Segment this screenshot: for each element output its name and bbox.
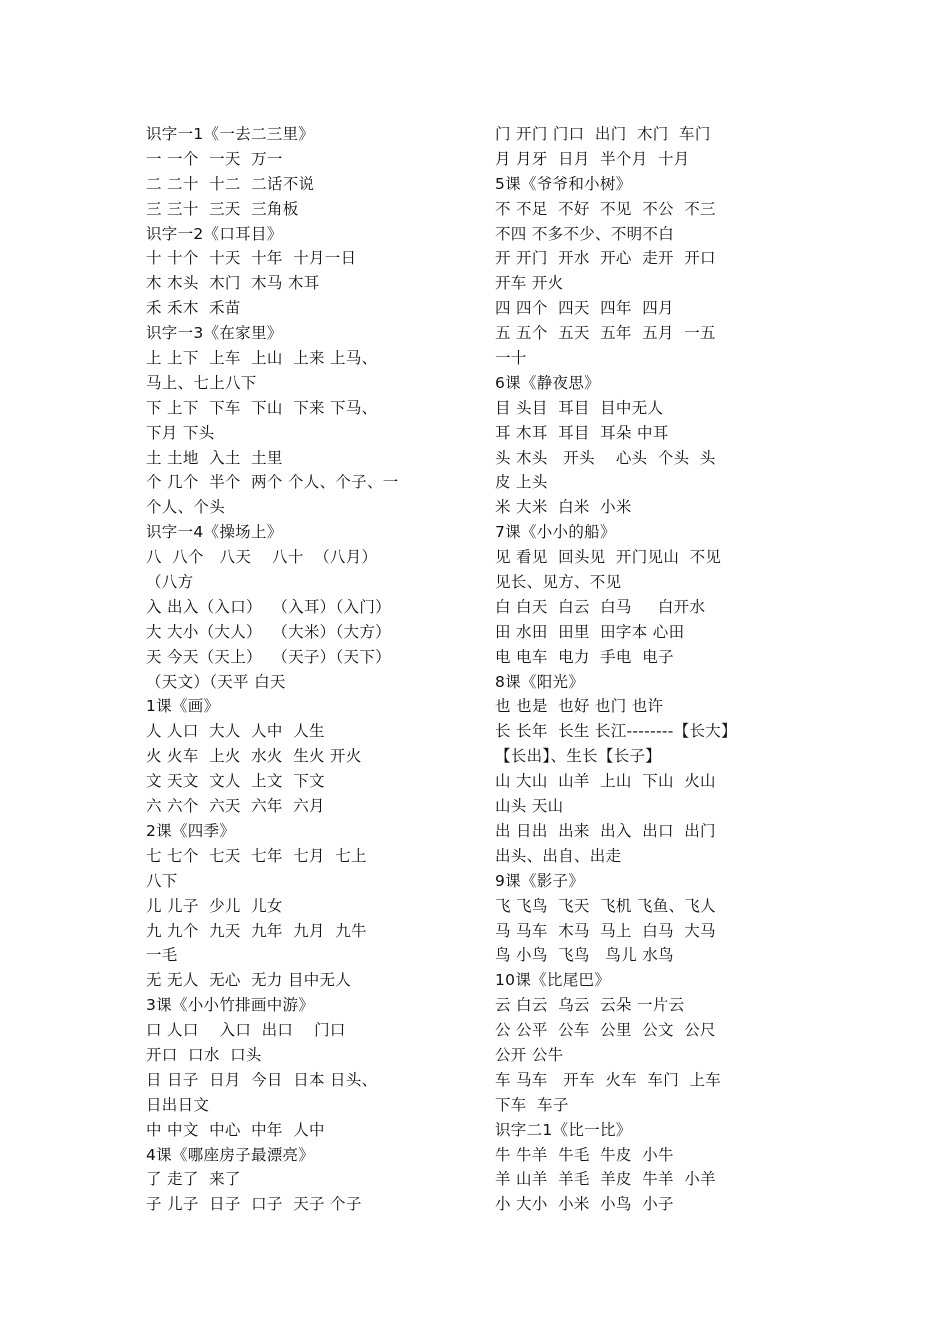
left-column-line: 土 土地 入土 土里 [146, 448, 283, 467]
left-column-line: （天文）（天平 白天 [146, 672, 286, 691]
left-column-line: 识字一2《口耳目》 [146, 224, 283, 243]
left-column-line: 识字一1《一去二三里》 [146, 125, 315, 143]
right-column-line: 米 大米 白米 小米 [495, 498, 632, 517]
left-column-line: 中 中文 中心 中年 人中 [146, 1120, 325, 1139]
left-column-line: 识字一4《操场上》 [146, 523, 283, 542]
right-column-line: 耳 木耳 耳目 耳朵 中耳 [495, 423, 669, 442]
right-column-line: 田 水田 田里 田字本 心田 [495, 622, 685, 641]
left-column-line: 火 火车 上火 水火 生火 开火 [146, 747, 362, 766]
left-column-line: 二 二十 十二 二话不说 [146, 174, 315, 193]
right-column-line: 出头、出自、出走 [495, 846, 622, 865]
right-column-line: 门 开门 门口 出门 木门 车门 [495, 125, 711, 143]
right-column-line: 飞 飞鸟 飞天 飞机 飞鱼、飞人 [495, 896, 716, 915]
left-column-line: 文 天文 文人 上文 下文 [146, 772, 325, 791]
right-column-line: 五 五个 五天 五年 五月 一五 [495, 324, 716, 343]
right-column-line: 电 电车 电力 手电 电子 [495, 647, 674, 666]
right-column-line: 开 开门 开水 开心 走开 开口 [495, 249, 716, 268]
left-column-line: 七 七个 七天 七年 七月 七上 [146, 846, 367, 865]
right-column-line: 云 白云 乌云 云朵 一片云 [495, 996, 685, 1015]
left-column-line: 八 八个 八天 八十 （八月） [146, 548, 378, 567]
right-column-line: 公 公平 公车 公里 公文 公尺 [495, 1021, 716, 1040]
right-column-line: 长 长年 长生 长江--------【长大】 [495, 722, 737, 741]
left-column-line: 口 人口 入口 出口 门口 [146, 1021, 346, 1040]
right-column-line: 一十 [495, 349, 527, 368]
right-column-line: 山 大山 山羊 上山 下山 火山 [495, 772, 716, 791]
right-column-line: 9课《影子》 [495, 871, 585, 890]
left-column-line: 个 几个 半个 两个 个人、个子、一 [146, 473, 399, 492]
right-column-line: 马 马车 木马 马上 白马 大马 [495, 921, 716, 940]
left-column-line: 开口 口水 口头 [146, 1045, 262, 1064]
right-column-line: 不 不足 不好 不见 不公 不三 [495, 199, 716, 218]
right-column-line: 10课《比尾巴》 [495, 971, 611, 990]
right-column-line: 【长出】、生长【长子】 [495, 747, 662, 766]
right-column-line: 开车 开火 [495, 274, 564, 293]
right-column-line: 月 月牙 日月 半个月 十月 [495, 149, 690, 168]
left-column-line: 1课《画》 [146, 697, 220, 716]
left-column-line: 大 大小（大人） （大米）（大方） [146, 622, 391, 641]
left-column-line: 无 无人 无心 无力 目中无人 [146, 971, 352, 990]
right-column-line: 识字二1《比一比》 [495, 1120, 632, 1139]
left-column-line: 上 上下 上车 上山 上来 上马、 [146, 349, 378, 368]
left-column-line: 识字一3《在家里》 [146, 324, 283, 343]
left-column-line: 六 六个 六天 六年 六月 [146, 797, 325, 816]
right-column-line: 6课《静夜思》 [495, 373, 600, 392]
right-column-line: 见长、见方、不见 [495, 573, 622, 592]
left-column-line: 日出日文 [146, 1095, 210, 1114]
right-column-line: 不四 不多不少、不明不白 [495, 224, 675, 243]
right-column-line: 牛 牛羊 牛毛 牛皮 小牛 [495, 1145, 674, 1164]
right-column-line: 8课《阳光》 [495, 672, 585, 691]
left-column-line: 九 九个 九天 九年 九月 九牛 [146, 921, 367, 940]
right-column-line: 四 四个 四天 四年 四月 [495, 299, 674, 318]
right-column-line: 公开 公牛 [495, 1045, 564, 1064]
left-column-line: 日 日子 日月 今日 日本 日头、 [146, 1070, 378, 1089]
left-column-line: 儿 儿子 少儿 儿女 [146, 896, 283, 915]
right-column-line: 见 看见 回头见 开门见山 不见 [495, 548, 722, 567]
left-column-line: 子 儿子 日子 口子 天子 个子 [146, 1195, 362, 1214]
right-column-line: 下车 车子 [495, 1095, 569, 1114]
left-column-line: 十 十个 十天 十年 十月一日 [146, 249, 357, 268]
left-column-line: 三 三十 三天 三角板 [146, 199, 299, 218]
right-column [495, 122, 820, 1217]
right-column-line: 白 白天 白云 白马 白开水 [495, 597, 706, 616]
left-column-line: 下月 下头 [146, 423, 215, 442]
left-column-line: 木 木头 木门 木马 木耳 [146, 274, 320, 293]
left-column-line: 一 一个 一天 万一 [146, 149, 283, 168]
left-column-line: 马上、七上八下 [146, 373, 257, 392]
left-column-line: 人 人口 大人 人中 人生 [146, 722, 325, 741]
right-column-line: 头 木头 开头 心头 个头 头 [495, 448, 716, 467]
left-column-line: 2课《四季》 [146, 821, 236, 840]
left-column-line: 4课《哪座房子最漂亮》 [146, 1145, 315, 1164]
left-column-line: 个人、个头 [146, 498, 226, 517]
left-column-line: 3课《小小竹排画中游》 [146, 996, 315, 1015]
right-column-line: 皮 上头 [495, 473, 548, 492]
right-column-line: 山头 天山 [495, 797, 564, 816]
left-column-line: 天 今天（天上） （天子）（天下） [146, 647, 391, 666]
right-column-line: 羊 山羊 羊毛 羊皮 牛羊 小羊 [495, 1170, 716, 1189]
right-column-line: 目 头目 耳目 目中无人 [495, 398, 664, 417]
right-column-line: 小 大小 小米 小鸟 小子 [495, 1195, 674, 1214]
left-column-line: 一毛 [146, 946, 178, 965]
right-column-line: 出 日出 出来 出入 出口 出门 [495, 821, 716, 840]
left-column-line: 禾 禾木 禾苗 [146, 299, 241, 318]
left-column-line: 入 出入（入口） （入耳）（入门） [146, 597, 391, 616]
right-column-line: 鸟 小鸟 飞鸟 鸟儿 水鸟 [495, 946, 674, 965]
right-column-line: 5课《爷爷和小树》 [495, 174, 632, 193]
left-column-line: 下 上下 下车 下山 下来 下马、 [146, 398, 378, 417]
left-column-line: 八下 [146, 871, 178, 890]
right-column-line: 车 马车 开车 火车 车门 上车 [495, 1070, 722, 1089]
left-column-line: 了 走了 来了 [146, 1170, 241, 1189]
right-column-line: 7课《小小的船》 [495, 523, 616, 542]
left-column-line: （八方 [146, 573, 194, 592]
left-column [146, 122, 471, 1217]
right-column-line: 也 也是 也好 也门 也许 [495, 697, 664, 716]
